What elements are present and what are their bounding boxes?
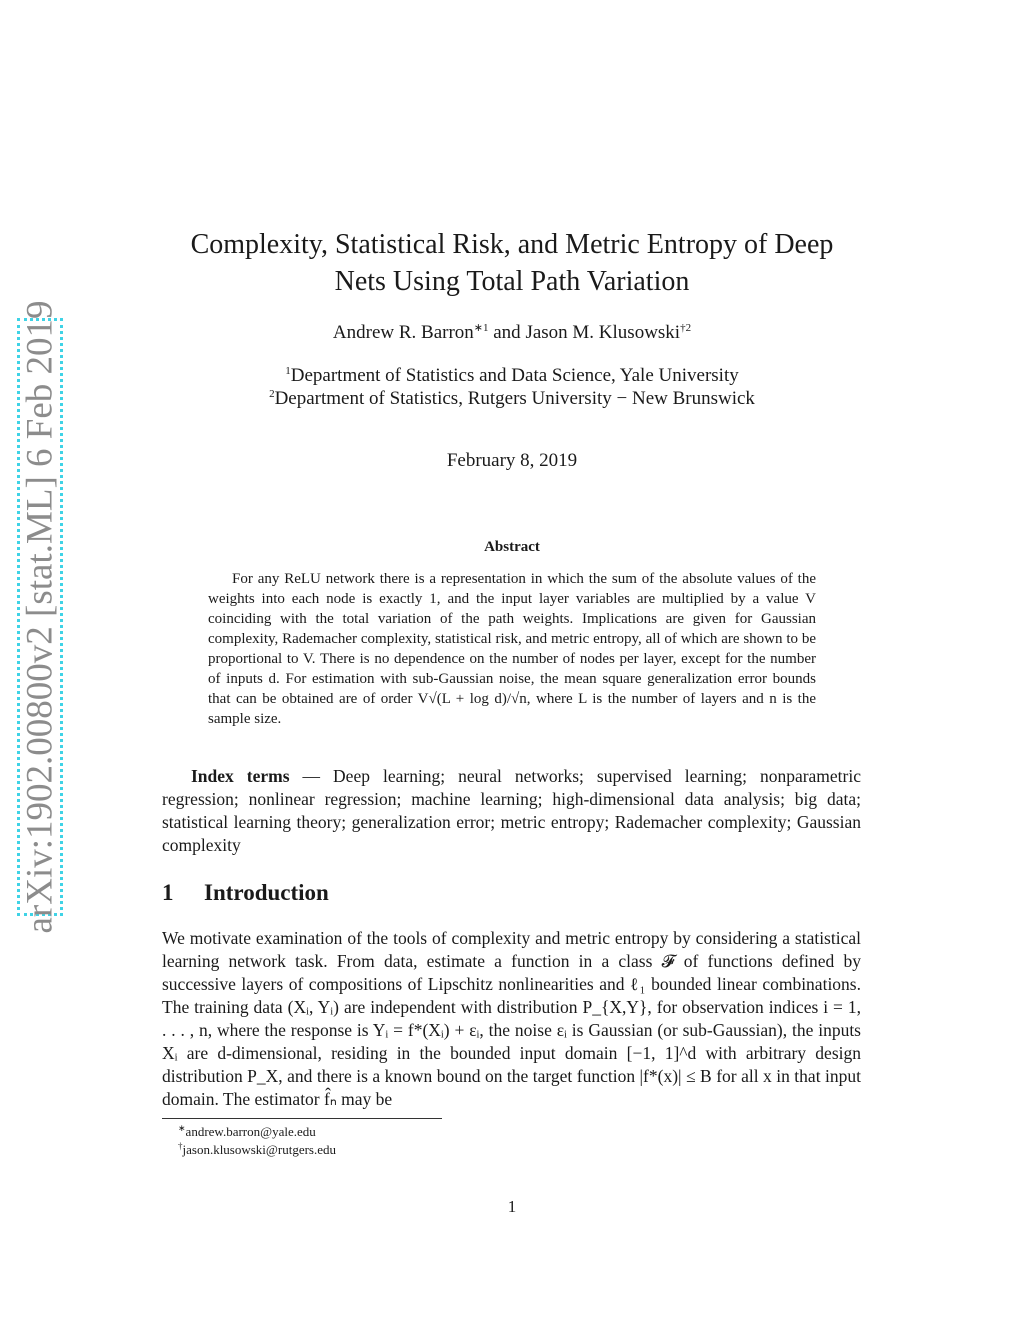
footnote-2: [178, 1142, 336, 1158]
author-1-mark: ∗1: [473, 322, 489, 334]
title-line-2: Nets Using Total Path Variation: [334, 266, 690, 297]
page-number: 1: [507, 1197, 517, 1216]
footnote-1-text: andrew.barron@yale.edu: [185, 1124, 316, 1139]
abstract-heading: Abstract: [484, 539, 540, 555]
title-line-1: Complexity, Statistical Risk, and Metric Entropy of Deep: [190, 229, 834, 260]
affiliation-2: [150, 388, 874, 410]
index-terms-label: Index terms: [191, 766, 290, 786]
author-1: Andrew R. Barron: [332, 322, 474, 343]
author-list: [150, 322, 874, 344]
paper-title: [150, 226, 874, 300]
arxiv-stamp: [17, 300, 63, 934]
author-joiner: and: [493, 322, 521, 343]
index-terms: [162, 765, 861, 857]
arxiv-stamp-text: arXiv:1902.00800v2 [stat.ML] 6 Feb 2019: [19, 300, 61, 934]
author-2: Jason M. Klusowski: [525, 322, 681, 343]
section-number: 1: [162, 880, 174, 905]
affiliation-2-num: 2: [269, 388, 275, 400]
section-title: Introduction: [204, 880, 329, 905]
affiliation-1-num: 1: [285, 365, 291, 377]
footnote-rule: [162, 1118, 442, 1119]
index-terms-dash: —: [302, 766, 321, 786]
affiliation-1: [150, 365, 874, 387]
section-heading: [162, 880, 329, 906]
footnote-1: [178, 1124, 316, 1140]
footnote-2-mark: †: [178, 1141, 183, 1151]
footnote-2-text: jason.klusowski@rutgers.edu: [182, 1142, 337, 1157]
affiliation-2-text: Department of Statistics, Rutgers University − New Brunswick: [274, 388, 755, 409]
affiliation-1-text: Department of Statistics and Data Science, Yale University: [290, 365, 739, 386]
intro-paragraph: We motivate examination of the tools of complexity and metric entropy by considering a statistical learning network task. From data, estimate a function in a class 𝓕 of functions defined by successive layers of compositions of Lipschitz nonlinearities and ℓ₁ bounded linear combinations. The training data (Xᵢ, Yᵢ) are independent with distribution P_{X,Y}, for observation indices i = 1, . . . , n, where the response is Yᵢ = f*(Xᵢ) + εᵢ, the noise εᵢ is Gaussian (or sub-Gaussian), the inputs Xᵢ are d-dimensional, residing in the bounded input domain [−1, 1]^d with arbitrary design distribution P_X, and there is a known bound on the target function |f*(x)| ≤ B for all x in that input domain. The estimator f̂ₙ may be: [162, 928, 861, 1109]
index-terms-text: Deep learning; neural networks; supervised learning; nonparametric regression; nonlinear regression; machine learning; high-dimensional data analysis; big data; statistical learning theory; generalization error; metric entropy; Rademacher complexity; Gaussian complexity: [162, 766, 862, 855]
author-2-mark: †2: [680, 322, 692, 334]
paper-date: February 8, 2019: [446, 450, 578, 471]
abstract-text: For any ReLU network there is a representation in which the sum of the absolute values of the weights into each node is exactly 1, and the input layer variables are multiplied by a value V coinciding with the total variation of the path weights. Implications are given for Gaussian complexity, Rademacher complexity, statistical risk, and metric entropy, all of which are shown to be proportional to V. There is no dependence on the number of nodes per layer, except for the number of inputs d. For estimation with sub-Gaussian noise, the mean square generalization error bounds that can be obtained are of order V√(L + log d)/√n, where L is the number of layers and n is the sample size.: [208, 571, 816, 727]
footnote-1-mark: ∗: [178, 1123, 186, 1133]
